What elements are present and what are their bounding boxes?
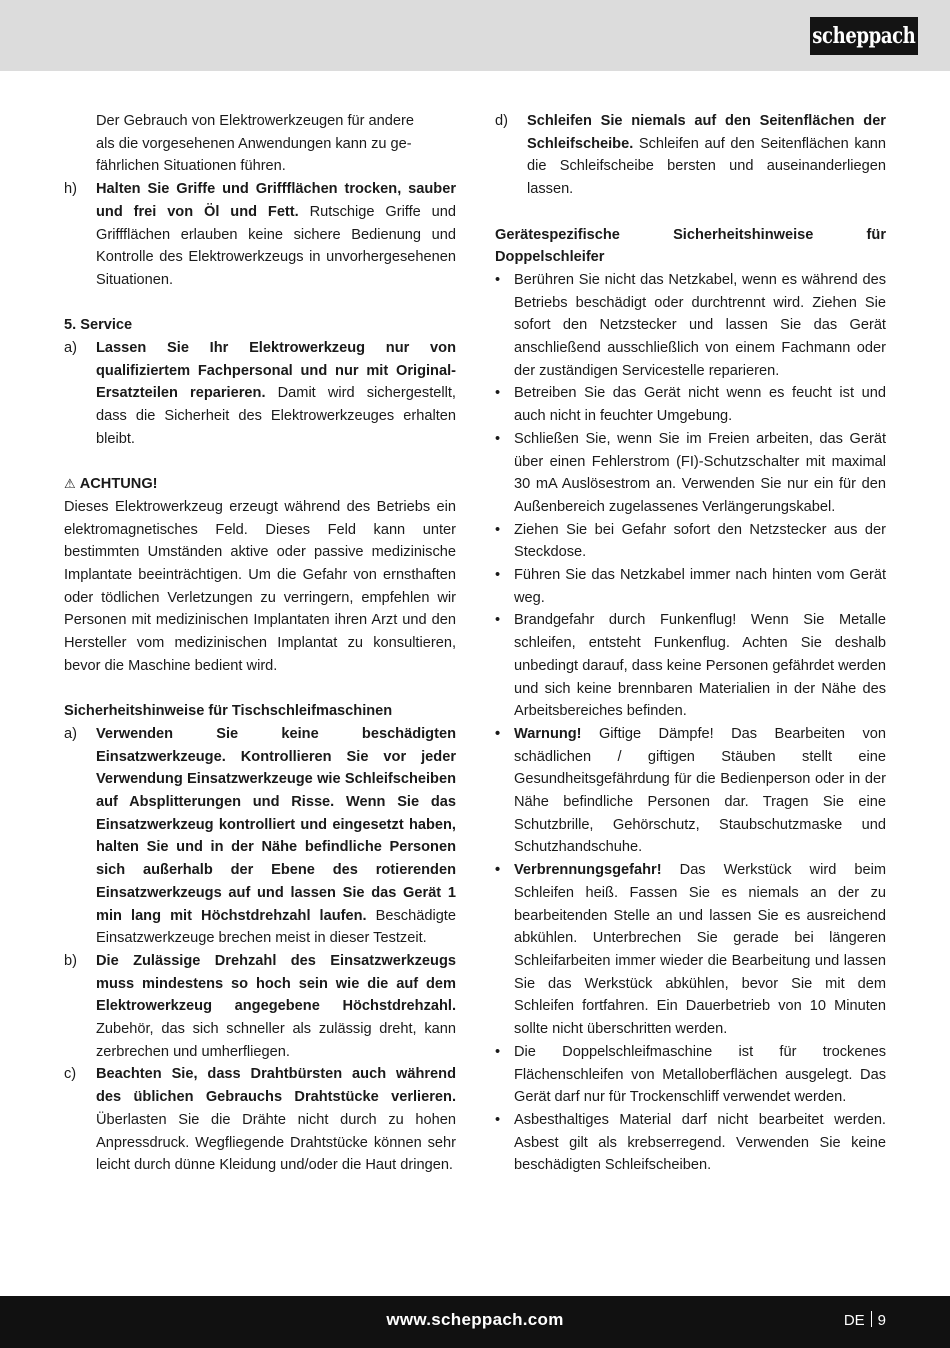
bullet-glyph: • [495,862,501,879]
right-column [495,110,886,1177]
warning-paragraph: Dieses Elektrowerkzeug erzeugt während des Betriebs ein elektromagnetisches Feld. Dieses Feld kann unter bestimmten Umständen aktive oder passive medizinische Implantate beeinträchtigen. Um die Gefahr von ernsthaften oder tödlichen Verletzungen zu verringern, empfehlen wir Personen mit medizinischen Implantaten ihren Arzt und den Hersteller vom medizinischen Implantat zu konsultieren, bevor die Maschine bedient wird. [64,498,456,674]
bullet-item [495,428,886,519]
page-indicator [844,1311,886,1329]
item-regular-text: Beschädigte Einsatzwerkzeuge brechen meist in dieser Testzeit. [96,907,456,947]
section-heading-tischschleif [64,700,456,723]
bullet-text: Asbesthaltiges Material darf nicht bearbeitet werden. Asbest gilt als krebserregend. Verwenden Sie keine beschädigten Schleifscheiben. [514,1111,886,1174]
item-regular-text: Rutschige Griffe und Griffflächen erlauben keine sichere Bedienung und Kontrolle des Elektrowerkzeugs in unvorhergesehenen Situationen. [96,203,456,288]
bullet-item [495,519,886,564]
item-label: d) [495,113,508,129]
item-text [96,950,456,1064]
warning-heading [64,473,456,496]
item-regular-text: Damit wird sichergestellt, dass die Sicherheit des Elektrowerkzeuges erhalten bleibt. [96,385,456,447]
item-bold-text: Schleifen Sie niemals auf den Seitenflächen der Schleifscheibe. [527,113,886,152]
bullet-text: Ziehen Sie bei Gefahr sofort den Netzstecker aus der Steckdose. [514,521,886,561]
item-bold-text: Halten Sie Griffe und Griffflächen trocken, sauber und frei von Öl und Fett. [96,181,456,220]
item-bold-text: Die Zulässige Drehzahl des Einsatzwerkzeugs muss mindestens so hoch sein wie die auf dem Elektrowerkzeug angegebene Höchstdrehzahl. [96,952,456,1015]
item-text [527,110,886,201]
footer-bar [0,1296,950,1348]
bullet-text: Brandgefahr durch Funkenflug! Wenn Sie Metalle schleifen, entsteht Funkenflug. Achten Sie deshalb unbedingt darauf, dass keine Personen gefährdet werden und sich keine brennbaren Materialien in der Nähe des Arbeitsbereiches befinden. [514,612,886,720]
bullet-item [495,723,886,859]
page-number: 9 [877,1312,886,1329]
bullet-item [495,609,886,723]
bullet-bold-text: Verbrennungsgefahr! [514,862,662,879]
bullet-text: Führen Sie das Netzkabel immer nach hinten vom Gerät weg. [514,567,886,606]
text-line: fährlichen Situationen führen. [96,158,286,175]
bullet-icon: • [495,1043,501,1060]
list-item-tisch-a [64,723,456,950]
bullet-icon: • [495,271,501,288]
bullet-icon: • [495,1111,501,1128]
list-item-tisch-c [64,1063,456,1177]
item-label: a) [64,725,77,742]
text-line: Der Gebrauch von Elektrowerkzeugen für andere [96,113,414,129]
bullet-text [514,723,886,859]
bullet-text: Schließen Sie, wenn Sie im Freien arbeiten, das Gerät über einen Fehlerstrom (FI)-Schutzschalter mit maximal 30 mA Auslösestrom an. Verwenden Sie nur ein für den Außenbereich zugelassenes Verlängerungskabel. [514,430,886,515]
left-column [64,110,456,1177]
bullet-bold-text: Warnung! [514,725,582,742]
item-regular-text: Überlasten Sie die Drähte nicht durch zu hohen Anpressdruck. Wegfliegende Drahtstücke können sehr leicht durch dünne Kleidung und/oder die Haut dringen. [96,1111,456,1174]
item-label: h) [64,181,77,198]
item-label: b) [64,952,77,969]
heading-text: 5. Service [64,317,133,334]
heading-text: Sicherheitshinweise für Tischschleifmaschinen [64,703,393,720]
item-text [96,178,456,292]
bullet-item [495,859,886,1041]
bullet-icon: • [495,567,501,584]
bullet-icon: • [495,385,501,402]
bullet-text: Berühren Sie nicht das Netzkabel, wenn es während des Betriebs beschädigt oder durchtrennt wird. Ziehen Sie sofort den Netzstecker und lassen Sie das Gerät anschließend ausschließlich von einem Fachmann oder der zuständigen Servicestelle reparieren. [514,271,886,379]
item-bold-text: Lassen Sie Ihr Elektrowerkzeug nur von qualifiziertem Fachpersonal und nur mit Original-Ersatzteilen reparieren. [96,340,456,402]
bullet-regular-text: Das Werkstück wird beim Schleifen heiß. Fassen Sie es niemals an der zu bearbeitenden Stelle an und lassen Sie es ausreichend abkühlen. Unterbrechen Sie gerade bei längeren Schleifarbeiten immer wieder die Bearbeitung und lassen Sie das Werkstück abkühlen, bevor Sie mit dem Schleifen fortfahren. Ein Dauerbetrieb von 10 Minuten sollte nicht überschritten werden. [514,862,886,1038]
item-text [96,723,456,950]
warning-heading-text: ACHTUNG! [79,476,158,493]
brand-logo [810,17,918,55]
language-code: DE [843,1312,865,1329]
item-label: c) [64,1066,77,1083]
bullet-item [495,382,886,427]
page-separator [871,1311,872,1327]
item-regular-text: Zubehör, das sich schneller als zulässig dreht, kann zerbrechen und umherfliegen. [96,1021,456,1060]
bullet-text: Betreiben Sie das Gerät nicht wenn es feucht ist und auch nicht in feuchter Umgebung. [514,385,886,425]
header-band [0,0,950,71]
bullet-icon: • [495,521,501,538]
section-heading-geraet [495,224,886,269]
section-heading-service [64,314,456,337]
bullet-item [495,269,886,383]
text-line: als die vorgesehenen Anwendungen kann zu ge- [96,135,412,152]
item-label: a) [64,340,77,357]
bullet-item [495,564,886,609]
heading-text: Gerätespezifische Sicherheitshinweise für Doppelschleifer [495,226,886,266]
item-bold-text: Beachten Sie, dass Drahtbürsten auch während des üblichen Gebrauchs Drahtstücke verlieren. [96,1066,456,1106]
footer-website-link[interactable]: www.scheppach.com [386,1310,564,1329]
bullet-text: Die Doppelschleifmaschine ist für trockenes Flächenschleifen von Metalloberflächen ausgelegt. Das Gerät darf nur für Trockenschliff verwendet werden. [514,1043,886,1106]
item-text [96,337,456,451]
bullet-text [514,859,886,1041]
item-regular-text: Schleifen auf den Seitenflächen kann die Schleifscheibe bersten und auseinanderliegen lassen. [527,135,886,198]
bullet-regular-text: Giftige Dämpfe! Das Bearbeiten von schädlichen / giftigen Stäuben stellt eine Gesundheitsgefährdung für die Bedienperson oder in der Nähe befindliche Personen dar. Tragen Sie eine Schutzbrille, Gehörschutz, Staubschutzmaske und Schutzhandschuhe. [514,725,886,856]
bullet-icon: • [495,612,501,629]
list-item-tisch-b [64,950,456,1064]
item-bold-text: Verwenden Sie keine beschädigten Einsatzwerkzeuge. Kontrollieren Sie vor jeder Verwendung Einsatzwerkzeuge wie Schleifscheiben auf Absplitterungen und Risse. Wenn Sie das Einsatzwerkzeug kontrolliert und eingesetzt haben, halten Sie und in der Nähe befindliche Personen sich außerhalb der Ebene des rotierenden Einsatzwerkzeugs auf und lassen Sie das Gerät 1 min lang mit Höchstdrehzahl laufen. [96,725,456,924]
bullet-item [495,1109,886,1177]
list-item-h [64,178,456,292]
brand-logo-text: scheppach [812,23,916,49]
continuation-paragraph [64,110,456,178]
bullet-icon [495,723,514,859]
item-text [96,1063,456,1177]
bullet-icon: • [495,430,501,447]
warning-icon: ⚠ [64,476,76,492]
bullet-icon [495,859,514,1041]
list-item-service-a [64,337,456,451]
list-item-tisch-d [495,110,886,201]
bullet-glyph: • [495,725,501,742]
bullet-item [495,1041,886,1109]
